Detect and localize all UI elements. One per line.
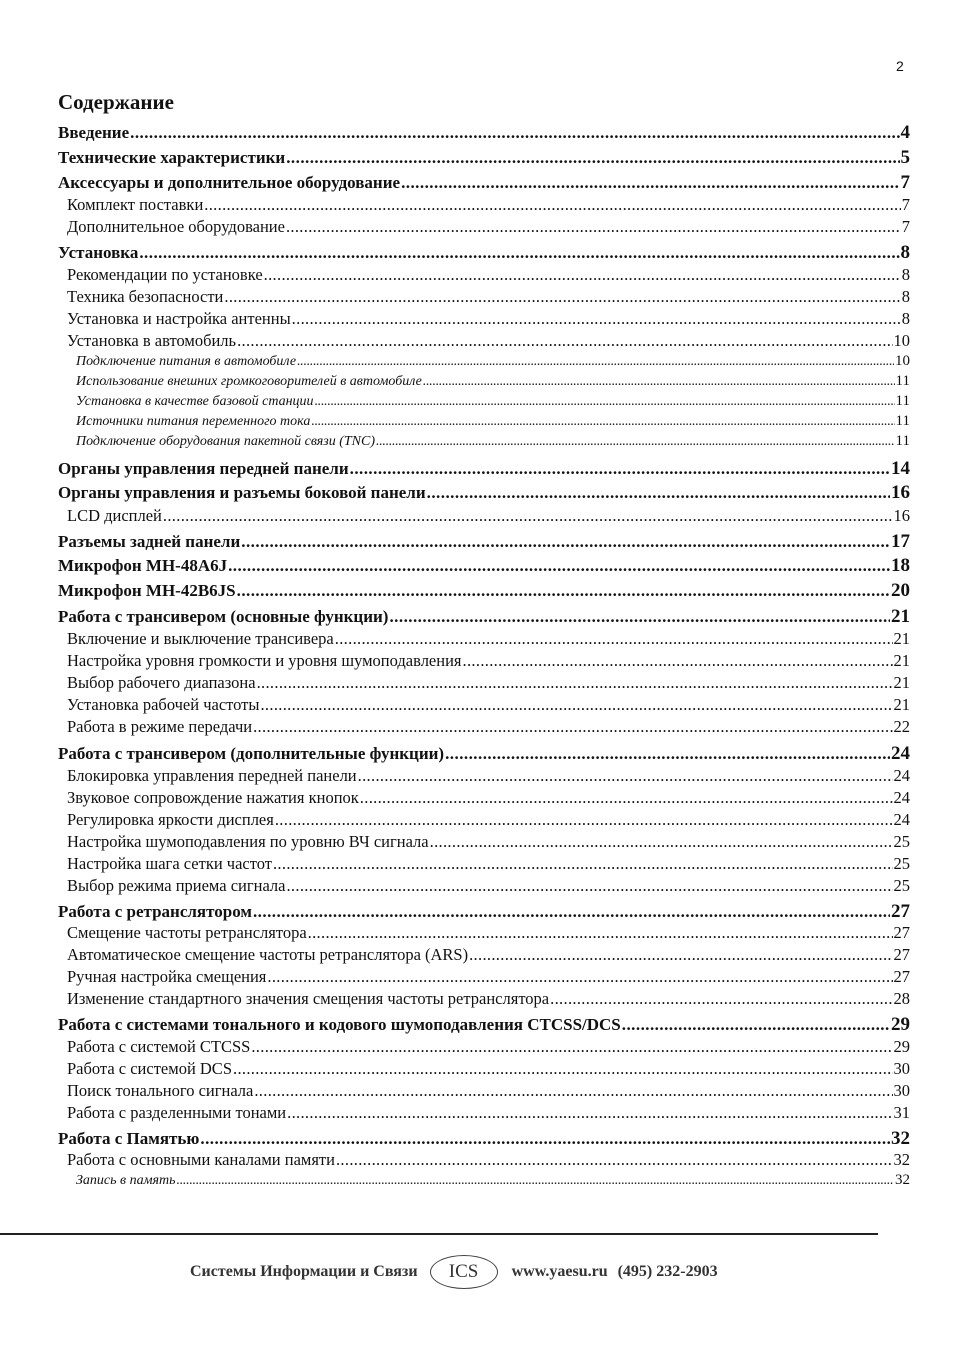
toc-entry-label: Органы управления и разъемы боковой панели <box>58 483 426 502</box>
toc-leader-dots <box>286 217 901 237</box>
toc-section[interactable] <box>58 172 910 194</box>
toc-entry-label: Введение <box>58 123 130 142</box>
toc-entry-page: 16 <box>893 506 910 525</box>
toc-entry-label: Разъемы задней панели <box>58 532 241 551</box>
toc-entry-label: Техника безопасности <box>67 287 224 306</box>
toc-leader-dots <box>241 532 890 552</box>
toc-entry-page: 10 <box>895 353 910 369</box>
toc-leader-dots <box>177 1173 894 1189</box>
toc-entry-label: Работа в режиме передачи <box>67 717 253 736</box>
toc-entry-page: 7 <box>900 172 910 193</box>
toc-leader-dots <box>423 374 895 390</box>
toc-entry-label: Регулировка яркости дисплея <box>67 810 274 829</box>
toc-subsection[interactable] <box>58 287 910 307</box>
toc-entry-page: 11 <box>895 413 910 429</box>
toc-entry-page: 22 <box>893 717 910 736</box>
toc-entry-page: 5 <box>900 147 910 168</box>
toc-entry-label: Настройка уровня громкости и уровня шумоподавления <box>67 651 462 670</box>
toc-entry-label: Подключение питания в автомобиле <box>76 354 297 369</box>
toc-entry-page: 20 <box>891 580 910 601</box>
toc-entry-page: 30 <box>893 1059 910 1078</box>
toc-entry-label: Автоматическое смещение частоты ретранслятора (ARS) <box>67 945 469 964</box>
toc-entry-page: 27 <box>893 967 910 986</box>
toc-leader-dots <box>253 717 892 737</box>
toc-entry-page: 25 <box>893 832 910 851</box>
toc-entry-page: 32 <box>893 1150 910 1169</box>
toc-leader-dots <box>237 331 892 351</box>
toc-leader-dots <box>360 788 893 808</box>
toc-entry-page: 24 <box>893 788 910 807</box>
toc-entry-label: Настройка шумоподавления по уровню ВЧ сигнала <box>67 832 429 851</box>
toc-subsection[interactable] <box>58 854 910 874</box>
footer-divider <box>0 1233 878 1235</box>
toc-entry-page: 21 <box>893 651 910 670</box>
toc-section[interactable] <box>58 242 910 264</box>
toc-entry-label: Работа с основными каналами памяти <box>67 1150 335 1169</box>
toc-leader-dots <box>335 629 893 649</box>
toc-subsection[interactable] <box>58 810 910 830</box>
toc-entry-page: 32 <box>895 1172 910 1188</box>
toc-entry-label: Подключение оборудования пакетной связи (TNC) <box>76 434 376 449</box>
toc-subsection[interactable] <box>58 1103 910 1123</box>
toc-entry-page: 28 <box>893 989 910 1008</box>
toc-leader-dots <box>469 945 892 965</box>
toc-leader-dots <box>336 1150 893 1170</box>
toc-subsection[interactable] <box>58 788 910 808</box>
toc-entry-label: Работа с трансивером (основные функции) <box>58 607 389 626</box>
toc-leader-dots <box>311 414 894 430</box>
toc-leader-dots <box>200 1129 890 1149</box>
toc-leader-dots <box>286 876 892 896</box>
toc-entry-label: LCD дисплей <box>67 506 162 525</box>
toc-entry-page: 21 <box>893 695 910 714</box>
toc-leader-dots <box>287 1103 892 1123</box>
toc-subsection[interactable] <box>58 1150 910 1170</box>
toc-entry-label: Установка в качестве базовой станции <box>76 394 314 409</box>
toc-entry-label: Настройка шага сетки частот <box>67 854 272 873</box>
toc-leader-dots <box>358 766 893 786</box>
toc-entry-page: 11 <box>895 393 910 409</box>
footer-website: www.yaesu.ru <box>511 1263 608 1280</box>
toc-leader-dots <box>228 556 890 576</box>
toc-entry-page: 17 <box>891 531 910 552</box>
toc-entry-page: 32 <box>891 1128 910 1149</box>
ics-logo: ICS <box>430 1255 498 1289</box>
toc-section[interactable] <box>58 458 910 480</box>
toc-entry-page: 21 <box>893 673 910 692</box>
toc-entry-label: Поиск тонального сигнала <box>67 1081 254 1100</box>
toc-leader-dots <box>233 1059 893 1079</box>
page-number: 2 <box>896 58 904 74</box>
toc-subsection[interactable] <box>58 832 910 852</box>
toc-entry-page: 10 <box>893 331 910 350</box>
toc-leader-dots <box>260 695 892 715</box>
toc-leader-dots <box>224 287 900 307</box>
toc-subsection[interactable] <box>58 331 910 351</box>
toc-leader-dots <box>308 923 893 943</box>
toc-entry-label: Работа с ретранслятором <box>58 902 252 921</box>
toc-title: Содержание <box>58 90 174 114</box>
toc-section[interactable] <box>58 147 910 169</box>
toc-leader-dots <box>550 989 892 1009</box>
toc-entry-page: 29 <box>893 1037 910 1056</box>
toc-entry-page: 4 <box>900 122 910 143</box>
footer-phone: (495) 232-2903 <box>617 1263 718 1280</box>
toc-subsection[interactable] <box>58 1081 910 1101</box>
toc-section[interactable] <box>58 531 910 553</box>
toc-entry-page: 29 <box>891 1014 910 1035</box>
toc-subsection[interactable] <box>58 629 910 649</box>
toc-entry-label: Технические характеристики <box>58 148 286 167</box>
toc-entry-label: Источники питания переменного тока <box>76 414 311 429</box>
toc-subsection[interactable] <box>58 265 910 285</box>
toc-entry-label: Звуковое сопровождение нажатия кнопок <box>67 788 359 807</box>
toc-subsection[interactable] <box>58 651 910 671</box>
toc-leader-dots <box>401 173 899 193</box>
toc-subsection[interactable] <box>58 309 910 329</box>
toc-section[interactable] <box>58 555 910 577</box>
toc-leader-dots <box>389 607 890 627</box>
toc-entry-page: 18 <box>891 555 910 576</box>
toc-subsubsection[interactable] <box>58 413 910 430</box>
toc-entry-label: Ручная настройка смещения <box>67 967 267 986</box>
toc-leader-dots <box>445 744 890 764</box>
toc-leader-dots <box>257 673 893 693</box>
toc-subsubsection[interactable] <box>58 373 910 390</box>
toc-leader-dots <box>273 854 893 874</box>
toc-entry-label: Изменение стандартного значения смещения частоты ретранслятора <box>67 989 550 1008</box>
toc-subsubsection[interactable] <box>58 1172 910 1189</box>
toc-entry-page: 21 <box>891 606 910 627</box>
toc-entry-page: 24 <box>893 766 910 785</box>
toc-entry-page: 27 <box>893 923 910 942</box>
toc-leader-dots <box>163 506 893 526</box>
toc-leader-dots <box>130 123 899 143</box>
toc-subsection[interactable] <box>58 673 910 693</box>
toc-entry-label: Выбор режима приема сигнала <box>67 876 286 895</box>
toc-entry-page: 27 <box>891 901 910 922</box>
toc-subsection[interactable] <box>58 923 910 943</box>
toc-entry-label: Работа с системой DCS <box>67 1059 232 1078</box>
toc-entry-label: Органы управления передней панели <box>58 459 349 478</box>
toc-entry-label: Рекомендации по установке <box>67 265 263 284</box>
toc-entry-label: Аксессуары и дополнительное оборудование <box>58 173 401 192</box>
toc-entry-label: Установка в автомобиль <box>67 331 237 350</box>
toc-leader-dots <box>376 434 895 450</box>
toc-entry-page: 7 <box>901 195 910 214</box>
toc-entry-label: Микрофон MH-42B6JS <box>58 581 236 600</box>
toc-entry-label: Установка <box>58 243 139 262</box>
toc-leader-dots <box>286 148 899 168</box>
toc-entry-page: 8 <box>901 309 910 328</box>
toc-entry-label: Работа с системами тонального и кодового шумоподавления CTCSS/DCS <box>58 1015 621 1034</box>
toc-subsection[interactable] <box>58 1037 910 1057</box>
toc-leader-dots <box>315 394 895 410</box>
toc-subsection[interactable] <box>58 195 910 215</box>
toc-entry-page: 21 <box>893 629 910 648</box>
toc-entry-page: 7 <box>901 217 910 236</box>
toc-entry-page: 8 <box>901 287 910 306</box>
toc-leader-dots <box>264 265 901 285</box>
toc-entry-label: Выбор рабочего диапазона <box>67 673 256 692</box>
toc-entry-label: Работа с Памятью <box>58 1129 200 1148</box>
toc-subsection[interactable] <box>58 217 910 237</box>
toc-entry-label: Установка и настройка антенны <box>67 309 291 328</box>
footer <box>190 1254 790 1290</box>
toc-leader-dots <box>139 243 899 263</box>
toc-leader-dots <box>622 1015 890 1035</box>
toc-entry-label: Работа с системой CTCSS <box>67 1037 251 1056</box>
toc-leader-dots <box>275 810 893 830</box>
toc-section[interactable] <box>58 743 910 765</box>
toc-subsubsection[interactable] <box>58 353 910 370</box>
toc-leader-dots <box>204 195 900 215</box>
toc-subsection[interactable] <box>58 967 910 987</box>
toc-leader-dots <box>427 483 890 503</box>
toc-entry-label: Микрофон MH-48A6J <box>58 556 228 575</box>
toc-entry-label: Комплект поставки <box>67 195 204 214</box>
toc-section[interactable] <box>58 606 910 628</box>
toc-section[interactable] <box>58 482 910 504</box>
toc-leader-dots <box>463 651 893 671</box>
toc-entry-page: 27 <box>893 945 910 964</box>
toc-leader-dots <box>253 902 890 922</box>
toc-section[interactable] <box>58 901 910 923</box>
toc-subsection[interactable] <box>58 989 910 1009</box>
toc-leader-dots <box>350 459 890 479</box>
toc-entry-page: 11 <box>895 373 910 389</box>
toc-subsection[interactable] <box>58 695 910 715</box>
toc-entry-label: Установка рабочей частоты <box>67 695 260 714</box>
toc-entry-page: 24 <box>893 810 910 829</box>
toc-leader-dots <box>251 1037 892 1057</box>
toc-subsection[interactable] <box>58 1059 910 1079</box>
toc-entry-page: 24 <box>891 743 910 764</box>
toc-entry-page: 16 <box>891 482 910 503</box>
toc-entry-page: 8 <box>900 242 910 263</box>
toc-subsection[interactable] <box>58 717 910 737</box>
toc-leader-dots <box>430 832 893 852</box>
toc-section[interactable] <box>58 122 910 144</box>
toc-entry-label: Включение и выключение трансивера <box>67 629 334 648</box>
toc-entry-page: 31 <box>893 1103 910 1122</box>
toc-entry-label: Работа с трансивером (дополнительные функции) <box>58 744 445 763</box>
toc-leader-dots <box>237 581 890 601</box>
toc-subsubsection[interactable] <box>58 393 910 410</box>
toc-leader-dots <box>297 354 894 370</box>
toc-entry-label: Работа с разделенными тонами <box>67 1103 287 1122</box>
toc-entry-page: 8 <box>901 265 910 284</box>
toc-entry-label: Дополнительное оборудование <box>67 217 285 236</box>
footer-company: Системы Информации и Связи <box>190 1263 418 1280</box>
toc-entry-label: Блокировка управления передней панели <box>67 766 357 785</box>
toc-entry-label: Смещение частоты ретранслятора <box>67 923 307 942</box>
toc-entry-page: 11 <box>895 433 910 449</box>
toc-leader-dots <box>292 309 901 329</box>
toc-subsubsection[interactable] <box>58 433 910 450</box>
toc-leader-dots <box>254 1081 892 1101</box>
toc-section[interactable] <box>58 580 910 602</box>
toc-entry-label: Запись в память <box>76 1173 176 1188</box>
toc-section[interactable] <box>58 1014 910 1036</box>
toc-entry-label: Использование внешних громкоговорителей в автомобиле <box>76 374 422 389</box>
toc-subsection[interactable] <box>58 506 910 526</box>
toc-leader-dots <box>267 967 892 987</box>
toc-entry-page: 25 <box>893 876 910 895</box>
toc-subsection[interactable] <box>58 766 910 786</box>
toc-entry-page: 25 <box>893 854 910 873</box>
toc-section[interactable] <box>58 1128 910 1150</box>
toc-subsection[interactable] <box>58 945 910 965</box>
toc-entry-page: 14 <box>891 458 910 479</box>
toc-entry-page: 30 <box>893 1081 910 1100</box>
toc-subsection[interactable] <box>58 876 910 896</box>
